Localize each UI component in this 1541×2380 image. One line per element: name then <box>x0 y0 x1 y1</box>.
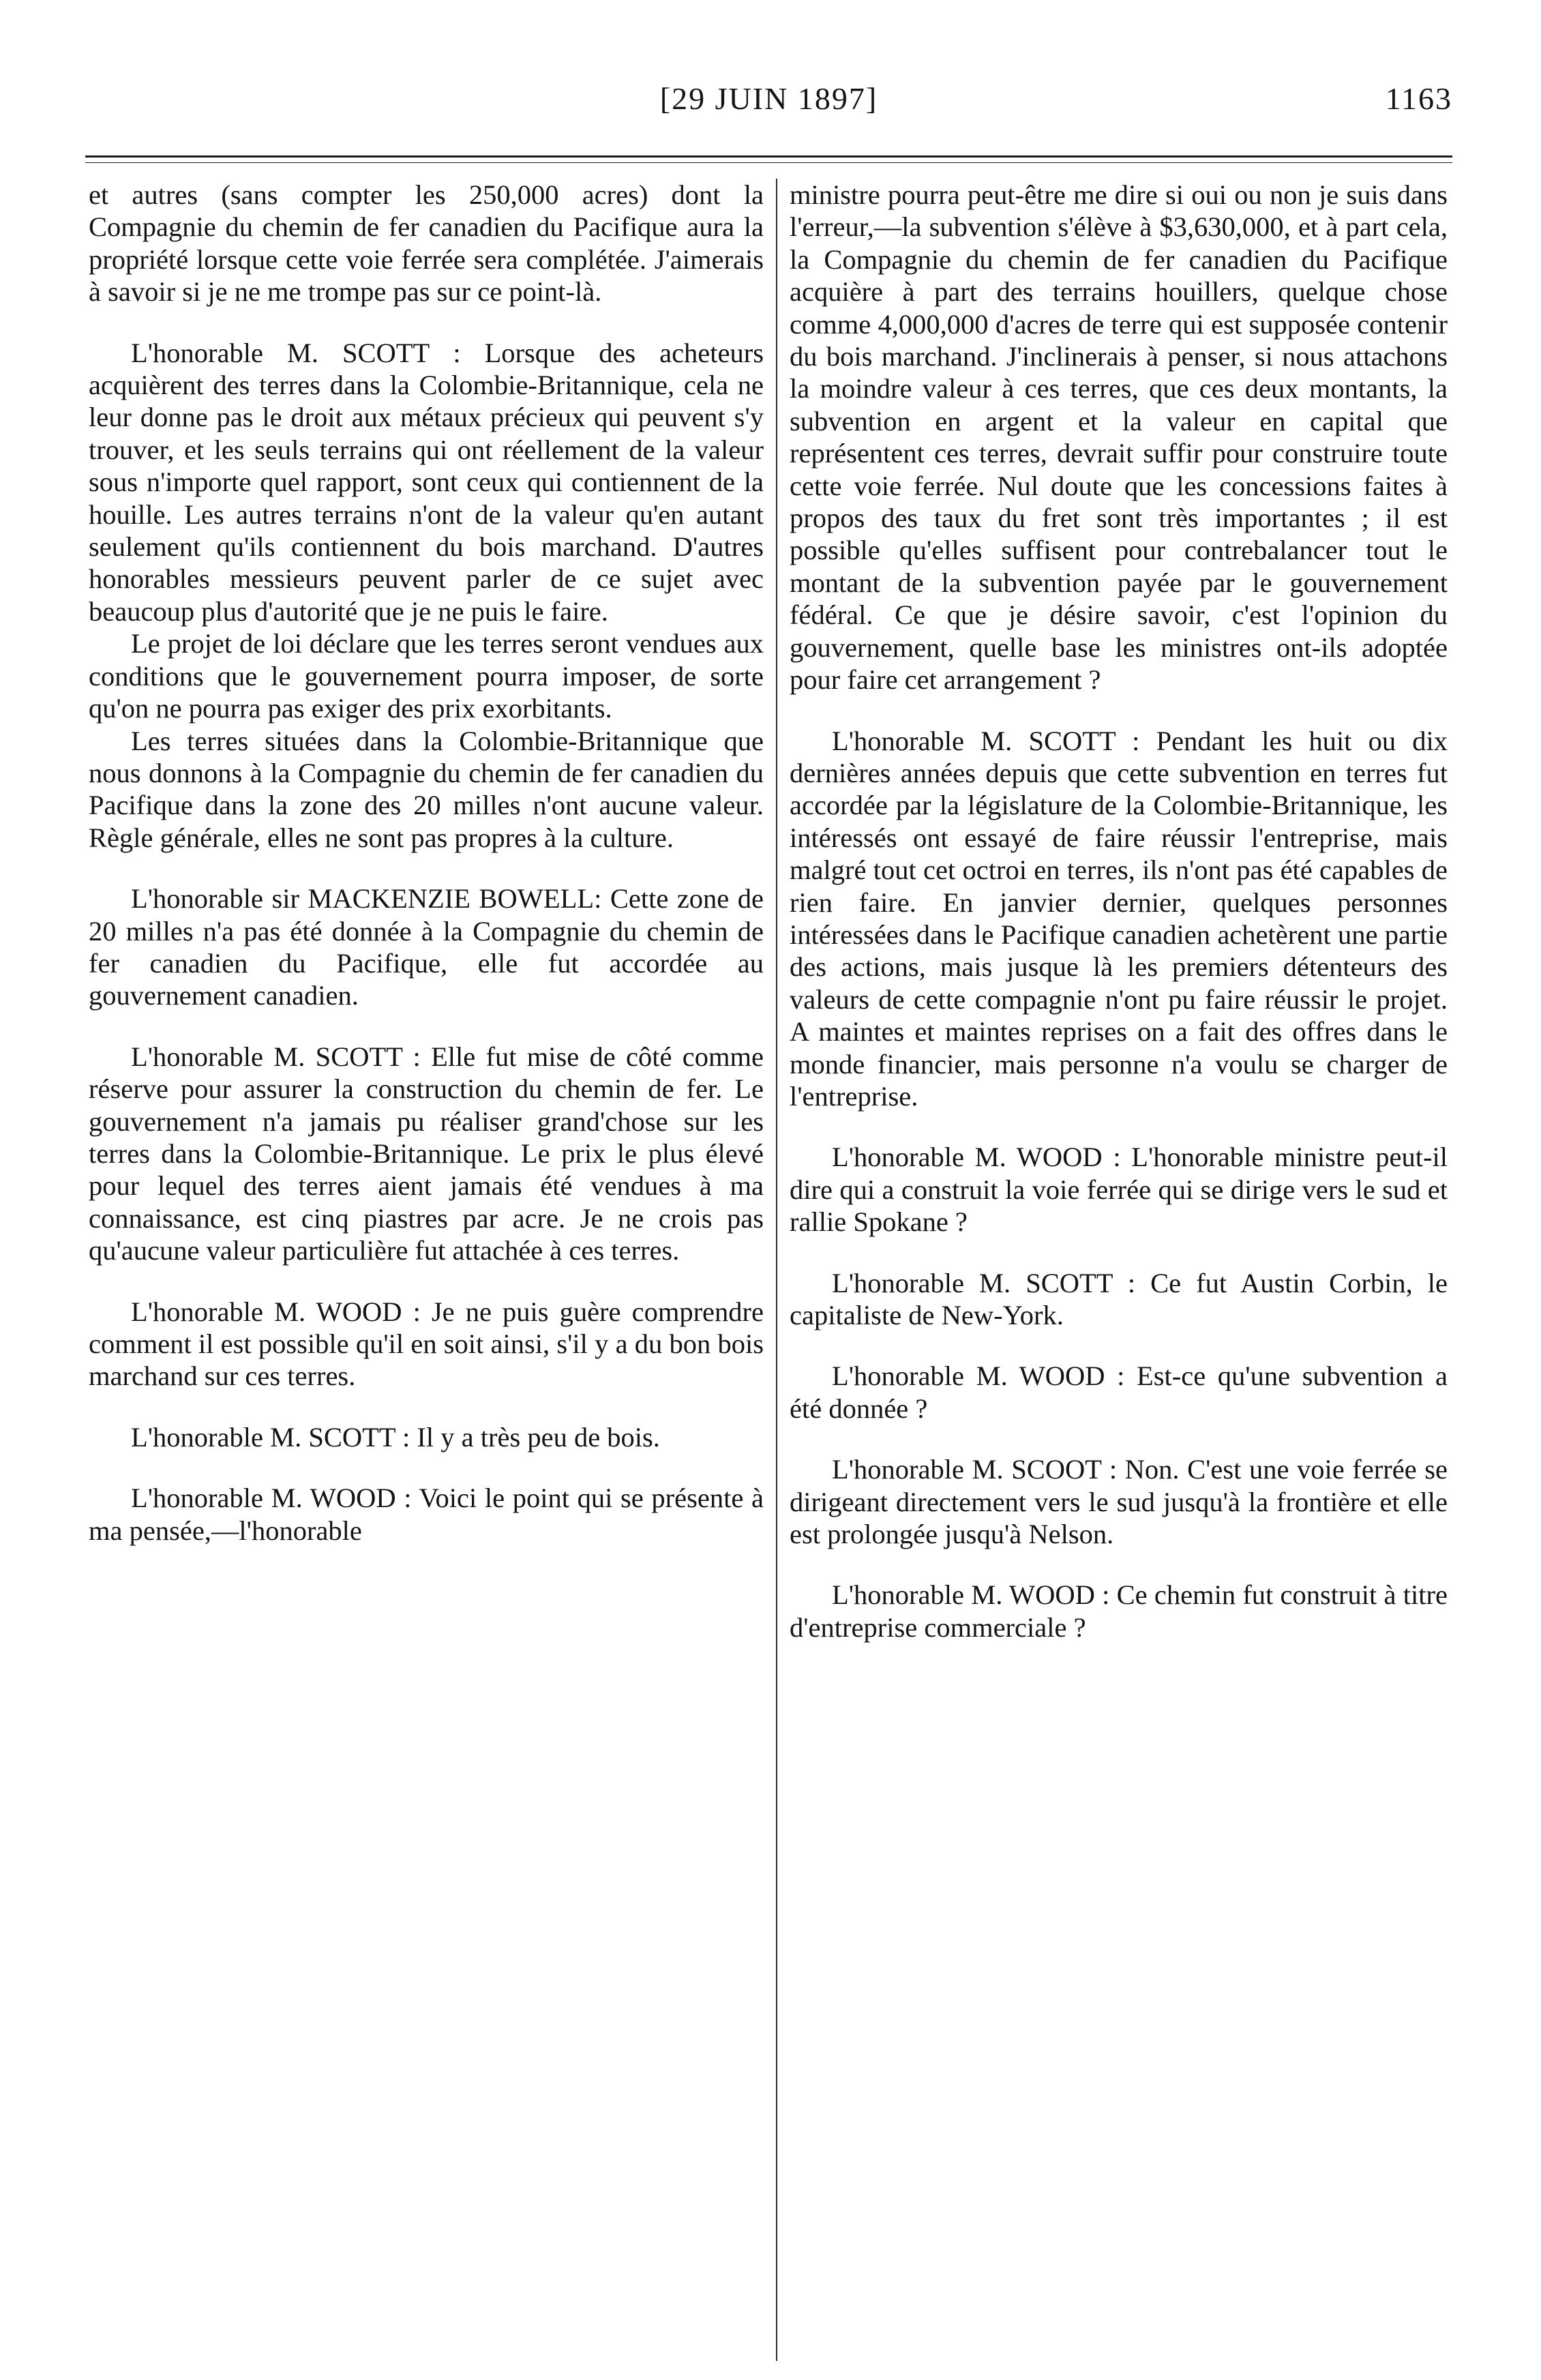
speech-paragraph: L'honorable M. SCOTT : Il y a très peu de bois. <box>131 1421 660 1453</box>
speech-paragraph: L'honorable M. SCOOT : Non. C'est une voie ferrée se dirigeant directement vers le sud jusqu'à la frontière et elle est prolongée jusqu'à Nelson. <box>790 1454 1448 1550</box>
speech-paragraph: L'honorable sir MACKENZIE BOWELL: Cette zone de 20 milles n'a pas été donnée à la Compagnie du chemin de fer canadien du Pacifique, elle fut accordée au gouvernement canadien. <box>89 883 764 1011</box>
speech-paragraph: L'honorable M. SCOTT : Elle fut mise de côté comme réserve pour assurer la construction du chemin de fer. Le gouvernement n'a jamais pu réaliser grand'chose sur les terres dans la Colombie-Britannique. Le prix le plus élevé pour lequel des terres aient jamais été vendues à ma connaissance, est cinq piastres par acre. Je ne crois pas qu'aucune valeur particulière fut attachée à ces terres. <box>89 1041 764 1266</box>
paragraph: Les terres situées dans la Colombie-Britannique que nous donnons à la Compagnie du chemin de fer canadien du Pacifique dans la zone des 20 milles n'ont aucune valeur. Règle générale, elles ne sont pas propres à la culture. <box>89 725 764 853</box>
header-rule <box>85 155 1452 158</box>
running-header <box>85 80 1452 128</box>
speech-paragraph: L'honorable M. SCOTT : Pendant les huit ou dix dernières années depuis que cette subvention en terres fut accordée par la législature de la Colombie-Britannique, les intéressés ont essayé de faire réussir l'entreprise, mais malgré tout cet octroi en terres, ils n'ont pas été capables de rien faire. En janvier dernier, quelques personnes intéressées dans le Pacifique canadien achetèrent une partie des actions, mais jusque là les premiers détenteurs des valeurs de cette compagnie n'ont pu faire réussir le projet. A maintes et maintes reprises on a fait des offres dans le monde financier, mais personne n'a voulu se charger de l'entreprise. <box>790 725 1448 1112</box>
right-column <box>790 179 1448 1643</box>
speech-paragraph: L'honorable M. WOOD : Je ne puis guère comprendre comment il est possible qu'il en soit ainsi, s'il y a du bon bois marchand sur ces terres. <box>89 1296 764 1392</box>
speech-paragraph: L'honorable M. SCOTT : Lorsque des acheteurs acquièrent des terres dans la Colombie-Britannique, cela ne leur donne pas le droit aux métaux précieux qui peuvent s'y trouver, et les seuls terrains qui ont réellement de la valeur sous n'importe quel rapport, sont ceux qui contiennent de la houille. Les autres terrains n'ont de la valeur qu'en autant seulement qu'ils contiennent du bois marchand. D'autres honorables messieurs peuvent parler de ce sujet avec beaucoup plus d'autorité que je ne puis le faire. <box>89 337 764 627</box>
speech-paragraph: L'honorable M. WOOD : Ce chemin fut construit à titre d'entreprise commerciale ? <box>790 1579 1448 1643</box>
paragraph: Le projet de loi déclare que les terres seront vendues aux conditions que le gouvernement pourra imposer, de sorte qu'on ne pourra pas exiger des prix exorbitants. <box>89 628 764 724</box>
paragraph: ministre pourra peut-être me dire si oui ou non je suis dans l'erreur,—la subvention s'élève à $3,630,000, et à part cela, la Compagnie du chemin de fer canadien du Pacifique acquière à part des terrains houillers, quelque chose comme 4,000,000 d'acres de terre qui est supposée contenir du bois marchand. J'inclinerais à penser, si nous attachons la moindre valeur à ces terres, que ces deux montants, la subvention en argent et la valeur en capital que représentent ces terres, devrait suffir pour construire toute cette voie ferrée. Nul doute que les concessions faites à propos des taux du fret sont très importantes ; il est possible qu'elles suffisent pour contrebalancer tout le montant de la subvention payée par le gouvernement fédéral. Ce que je désire savoir, c'est l'opinion du gouvernement, quelle base les ministres ont-ils adoptée pour faire cet arrangement ? <box>790 179 1448 696</box>
header-rule-thin <box>85 162 1452 163</box>
column-divider <box>776 179 777 2361</box>
speech-paragraph: L'honorable M. WOOD : Voici le point qui se présente à ma pensée,—l'honorable <box>89 1483 764 1546</box>
header-date: [29 JUIN 1897] <box>659 81 878 116</box>
paragraph: et autres (sans compter les 250,000 acres) dont la Compagnie du chemin de fer canadien du Pacifique aura la propriété lorsque cette voie ferrée sera complétée. J'aimerais à savoir si je ne me trompe pas sur ce point-là. <box>89 179 764 308</box>
page-number: 1163 <box>1385 81 1452 116</box>
speech-paragraph: L'honorable M. SCOTT : Ce fut Austin Corbin, le capitaliste de New-York. <box>790 1267 1448 1330</box>
speech-paragraph: L'honorable M. WOOD : L'honorable ministre peut-il dire qui a construit la voie ferrée qui se dirige vers le sud et rallie Spokane ? <box>790 1142 1448 1238</box>
speech-paragraph: L'honorable M. WOOD : Est-ce qu'une subvention a été donnée ? <box>790 1360 1448 1424</box>
left-column <box>89 179 764 1547</box>
